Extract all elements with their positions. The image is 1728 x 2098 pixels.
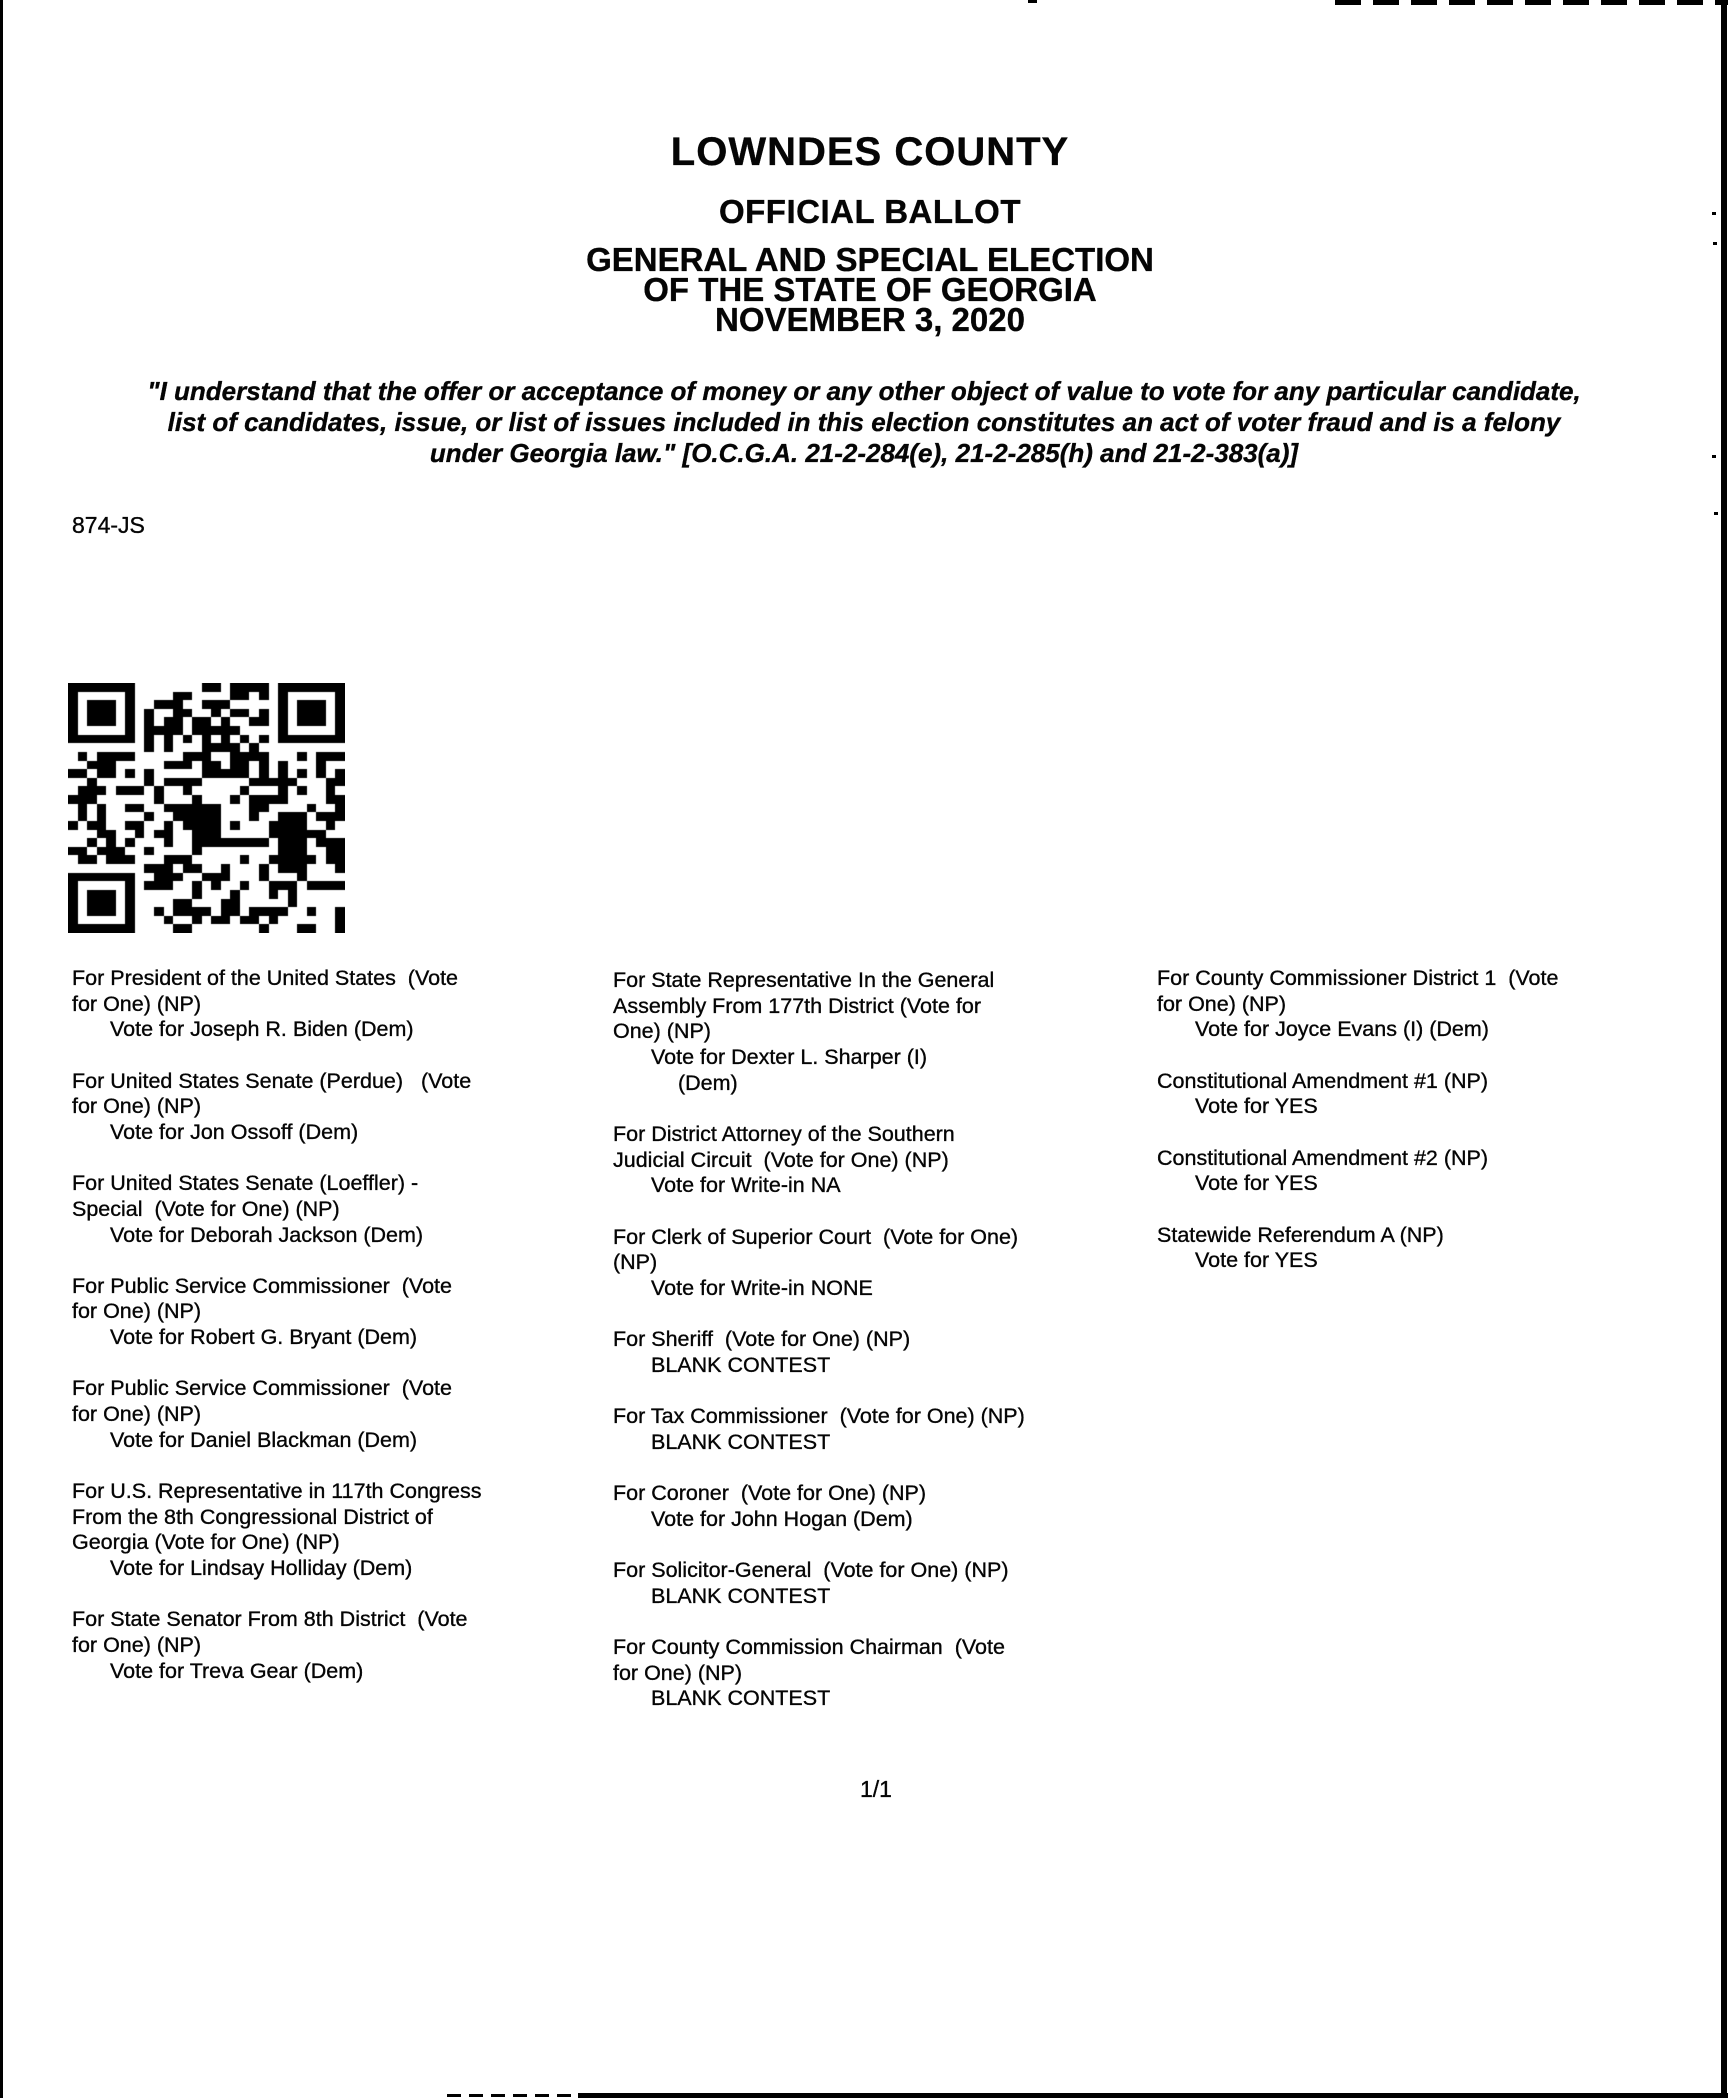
contest-selection-line: Vote for YES [1195, 1171, 1318, 1196]
contest-title-line: Georgia (Vote for One) (NP) [72, 1530, 340, 1555]
contest [1157, 1069, 1727, 1120]
fraud-notice-line: "I understand that the offer or acceptance of money or any other object of value to vote for any particular candidate, [147, 376, 1581, 406]
contest-title-line: For Coroner (Vote for One) (NP) [613, 1481, 927, 1506]
contest-title-line: For County Commissioner District 1 (Vote [1157, 966, 1559, 990]
contest-title-line: From the 8th Congressional District of [72, 1504, 433, 1529]
contest-title-line: Special (Vote for One) (NP) [72, 1196, 340, 1221]
contest-selection-line: Vote for Daniel Blackman (Dem) [110, 1427, 418, 1452]
contest-title-line: for One) (NP) [72, 1094, 202, 1119]
contest-selection-line: Vote for Lindsay Holliday (Dem) [110, 1556, 413, 1581]
ballot-style-code: 874-JS [72, 512, 145, 538]
contest-title-line: For President of the United States (Vote [72, 966, 459, 990]
contest [1157, 1146, 1727, 1197]
contest-title-line: For U.S. Representative in 117th Congress [72, 1479, 482, 1504]
ballot-title: OFFICIAL BALLOT [718, 193, 1022, 230]
scan-edge-top-dashed [1335, 0, 1728, 5]
contest-title-line: For State Representative In the General [613, 968, 995, 992]
contest [613, 1558, 1158, 1609]
contest-title-line: For United States Senate (Loeffler) - [72, 1171, 419, 1196]
contest-selection-line: Vote for YES [1195, 1094, 1318, 1119]
contest-title-line: For Public Service Commissioner (Vote [72, 1273, 452, 1298]
contest-selection-line: BLANK CONTEST [651, 1429, 831, 1454]
contest-title-line: For United States Senate (Perdue) (Vote [72, 1068, 472, 1093]
contest-column-2 [613, 968, 1158, 1738]
contest-selection-line: Vote for Joseph R. Biden (Dem) [110, 1017, 414, 1042]
contest [613, 1327, 1158, 1378]
contest-title-line: For State Senator From 8th District (Vote [72, 1607, 468, 1632]
contest-title-line: Assembly From 177th District (Vote for [613, 993, 981, 1018]
contest-column-3 [1157, 966, 1727, 1299]
contest-selection-line: BLANK CONTEST [651, 1686, 831, 1711]
contest-selection-line: BLANK CONTEST [651, 1352, 831, 1377]
contest [1157, 1223, 1727, 1274]
contest-selection-line: Vote for John Hogan (Dem) [651, 1506, 913, 1531]
election-title-line: GENERAL AND SPECIAL ELECTION [586, 241, 1154, 278]
election-title-line: OF THE STATE OF GEORGIA [643, 271, 1097, 308]
contest-title-line: Constitutional Amendment #2 (NP) [1157, 1145, 1489, 1170]
contest [613, 1225, 1158, 1302]
contest [613, 1481, 1158, 1532]
contest-title-line: For Sheriff (Vote for One) (NP) [613, 1327, 911, 1352]
contest-title-line: For Public Service Commissioner (Vote [72, 1376, 452, 1401]
fraud-notice-line: under Georgia law." [O.C.G.A. 21-2-284(e), 21-2-285(h) and 21-2-383(a)] [429, 438, 1299, 468]
contest-column-1 [72, 966, 617, 1710]
contest [72, 1069, 617, 1146]
contest [72, 966, 617, 1043]
fraud-notice-line: list of candidates, issue, or list of issues included in this election constitutes an act of voter fraud and is a felony [167, 407, 1561, 437]
contest-title-line: for One) (NP) [72, 991, 202, 1016]
contest-title-line: For Tax Commissioner (Vote for One) (NP) [613, 1404, 1025, 1429]
contest-title-line: for One) (NP) [72, 1299, 202, 1324]
contest-selection-line: Vote for YES [1195, 1248, 1318, 1273]
page-number: 1/1 [860, 1776, 892, 1802]
contest [1157, 966, 1727, 1043]
contest-title-line: for One) (NP) [613, 1660, 743, 1685]
contest [72, 1479, 617, 1582]
contest [613, 1635, 1158, 1712]
contest-selection-line: Vote for Write-in NONE [651, 1275, 873, 1300]
contest [613, 968, 1158, 1096]
contest-title-line: For District Attorney of the Southern [613, 1121, 955, 1146]
contest-title-line: For Clerk of Superior Court (Vote for One) [613, 1224, 1019, 1249]
scan-edge-bottom-dashed [447, 2094, 578, 2097]
contest-selection-line: Vote for Jon Ossoff (Dem) [110, 1119, 359, 1144]
contest-title-line: For Solicitor-General (Vote for One) (NP) [613, 1558, 1009, 1582]
contest-title-line: for One) (NP) [72, 1632, 202, 1657]
contest-selection-line: Vote for Deborah Jackson (Dem) [110, 1222, 424, 1247]
contest-selection-line: (Dem) [678, 1070, 738, 1095]
contest-title-line: for One) (NP) [72, 1402, 202, 1427]
scan-speck [1714, 512, 1718, 515]
contest [72, 1607, 617, 1684]
contest-title-line: For County Commission Chairman (Vote [613, 1634, 1005, 1659]
contest-title-line: One) (NP) [613, 1019, 711, 1044]
contest [72, 1376, 617, 1453]
contest-selection-line: Vote for Treva Gear (Dem) [110, 1658, 364, 1683]
contest-title-line: Statewide Referendum A (NP) [1157, 1222, 1444, 1247]
contest [72, 1171, 617, 1248]
county-title: LOWNDES COUNTY [670, 130, 1070, 174]
contest-title-line: for One) (NP) [1157, 991, 1287, 1016]
contest-title-line: Constitutional Amendment #1 (NP) [1157, 1068, 1489, 1093]
qr-code [68, 683, 345, 933]
contest-title-line: (NP) [613, 1250, 658, 1275]
contest-selection-line: Vote for Write-in NA [651, 1173, 841, 1198]
scan-speck [1028, 0, 1037, 3]
scan-edge-bottom [578, 2093, 1728, 2098]
election-title-line: NOVEMBER 3, 2020 [715, 301, 1025, 338]
contest-selection-line: Vote for Joyce Evans (I) (Dem) [1195, 1017, 1489, 1042]
contest-selection-line: Vote for Robert G. Bryant (Dem) [110, 1325, 418, 1350]
contest [72, 1274, 617, 1351]
contest-title-line: Judicial Circuit (Vote for One) (NP) [613, 1147, 949, 1172]
contest [613, 1122, 1158, 1199]
contest-selection-line: BLANK CONTEST [651, 1583, 831, 1608]
contest [613, 1404, 1158, 1455]
contest-selection-line: Vote for Dexter L. Sharper (I) [651, 1044, 928, 1069]
